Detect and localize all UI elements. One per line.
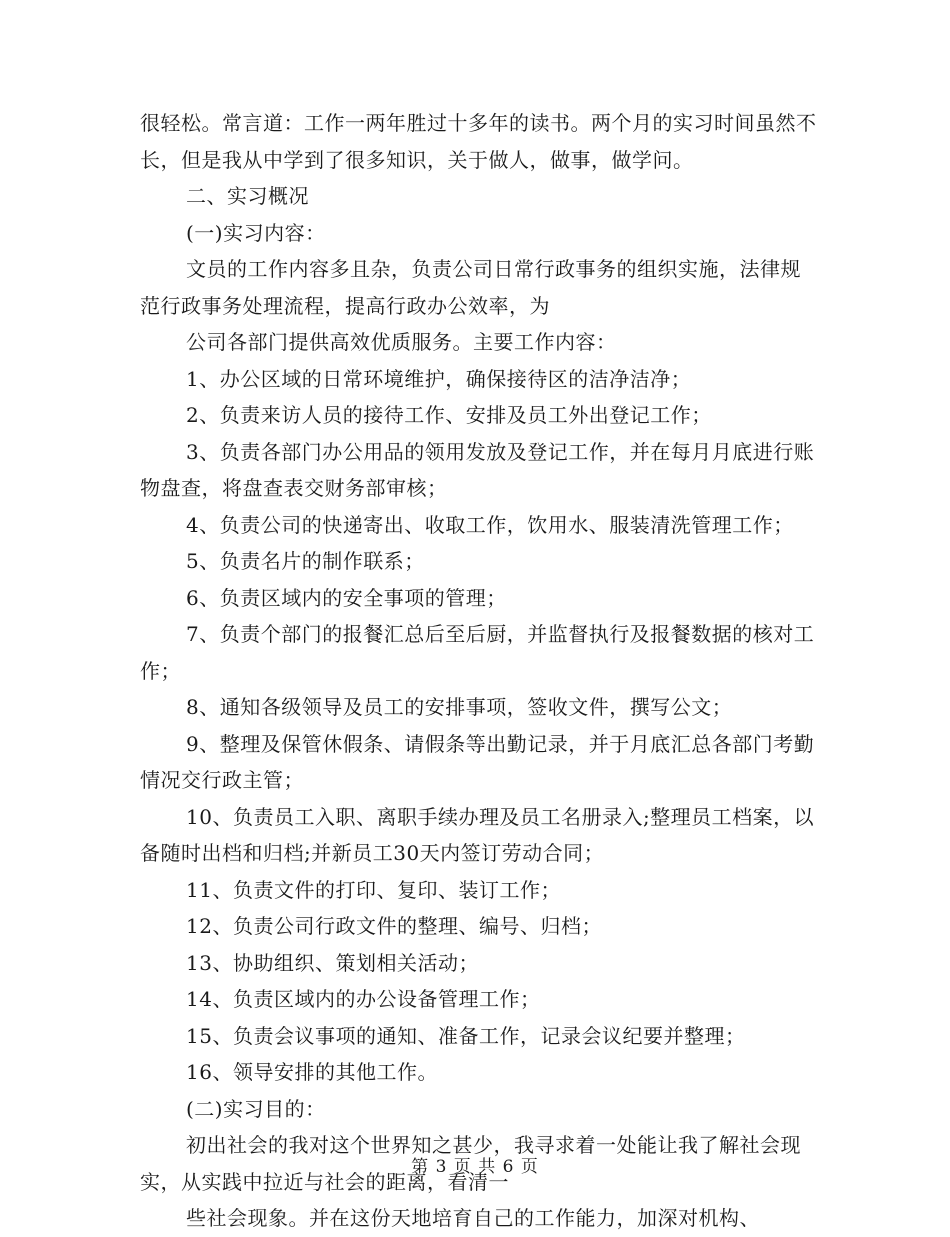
paragraph: 14、负责区域内的办公设备管理工作； — [186, 987, 541, 1011]
paragraph: (一)实习内容： — [186, 220, 326, 245]
paragraph: 公司各部门提供高效优质服务。主要工作内容： — [186, 330, 617, 354]
document-body — [140, 105, 820, 1237]
paragraph: 4、负责公司的快递寄出、收取工作，饮用水、服装清洗管理工作； — [186, 512, 794, 537]
paragraph: 13、协助组织、策划相关活动； — [186, 950, 479, 975]
paragraph: 6、负责区域内的安全事项的管理； — [186, 585, 507, 610]
paragraph: 文员的工作内容多且杂，负责公司日常行政事务的组织实施，法律规范行政事务处理流程，提高行政办公效率，为 — [140, 257, 801, 318]
paragraph: 二、实习概况 — [186, 184, 309, 208]
paragraph: 很轻松。常言道：工作一两年胜过十多年的读书。两个月的实习时间虽然不长，但是我从中学到了很多知识，关于做人，做事，做学问。 — [140, 111, 817, 172]
paragraph: 10、负责员工入职、离职手续办理及员工名册录入;整理员工档案，以备随时出档和归档;并新员工30天内签订劳动合同； — [140, 804, 815, 865]
paragraph: 12、负责公司行政文件的整理、编号、归档； — [186, 914, 602, 938]
paragraph: 3、负责各部门办公用品的领用发放及登记工作，并在每月月底进行账物盘查，将盘查表交财务部审核； — [140, 439, 815, 500]
paragraph: 16、领导安排的其他工作。 — [186, 1060, 438, 1084]
paragraph: 初出社会的我对这个世界知之甚少，我寻求着一处能让我了解社会现实，从实践中拉近与社会的距离，看清一 — [140, 1133, 801, 1194]
paragraph: 些社会现象。并在这份天地培育自己的工作能力，加深对机构、 — [186, 1206, 760, 1230]
paragraph: (二)实习目的： — [186, 1096, 326, 1121]
paragraph: 1、办公区域的日常环境维护，确保接待区的洁净洁净； — [186, 366, 692, 391]
paragraph: 7、负责个部门的报餐汇总后至后厨，并监督执行及报餐数据的核对工作； — [140, 622, 815, 683]
page-footer: 第 3 页 共 6 页 — [411, 1157, 539, 1177]
paragraph: 9、整理及保管休假条、请假条等出勤记录，并于月底汇总各部门考勤情况交行政主管； — [140, 731, 815, 792]
paragraph: 11、负责文件的打印、复印、装订工作； — [186, 877, 561, 902]
paragraph: 2、负责来访人员的接待工作、安排及员工外出登记工作； — [186, 403, 712, 427]
paragraph: 8、通知各级领导及员工的安排事项，签收文件，撰写公文； — [186, 695, 733, 719]
paragraph: 5、负责名片的制作联系； — [186, 549, 425, 573]
paragraph: 15、负责会议事项的通知、准备工作，记录会议纪要并整理； — [186, 1023, 746, 1048]
